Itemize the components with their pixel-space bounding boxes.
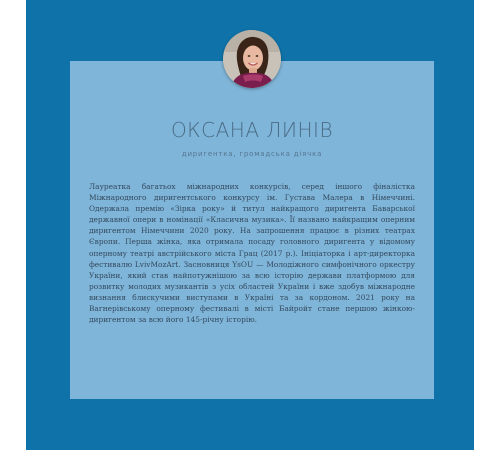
person-bio: Лауреатка багатьох міжнародних конкурсів, серед іншого фіналістка Міжнародного диригентського конкурсу ім. Густава Малера в Німеччині. Одержала премію «Зірка року» й титул найкращого диригента Баварської державної опери в номінації «Класична музика». Її названо найкращим оперним диригентом Німеччини 2020 року. На запрошення працює в різних театрах Європи. Перша жінка, яка отримала посаду головного диригента у відомому оперному театрі австрійського міста Грац (2017 р.). Ініціаторка і арт-директорка фестивалю LvivMozArt. Засновниця YsOU — Молодіжного симфонічного оркестру України, який став найпотужнішою за всю історію держави платформою для розвитку молодих музикантів з усіх областей України і вже здобув міжнародне визнання блискучими виступами в Україні та за кордоном. 2021 року на Вагнерівському оперному фестивалі в місті Байройт стане першою жінкою-диригентом за всю його 145-річну історію. xyxy=(89,182,415,325)
person-name: ОКСАНА ЛИНІВ xyxy=(170,118,334,142)
person-role: диригентка, громадська діячка xyxy=(181,150,323,158)
avatar xyxy=(223,30,281,88)
